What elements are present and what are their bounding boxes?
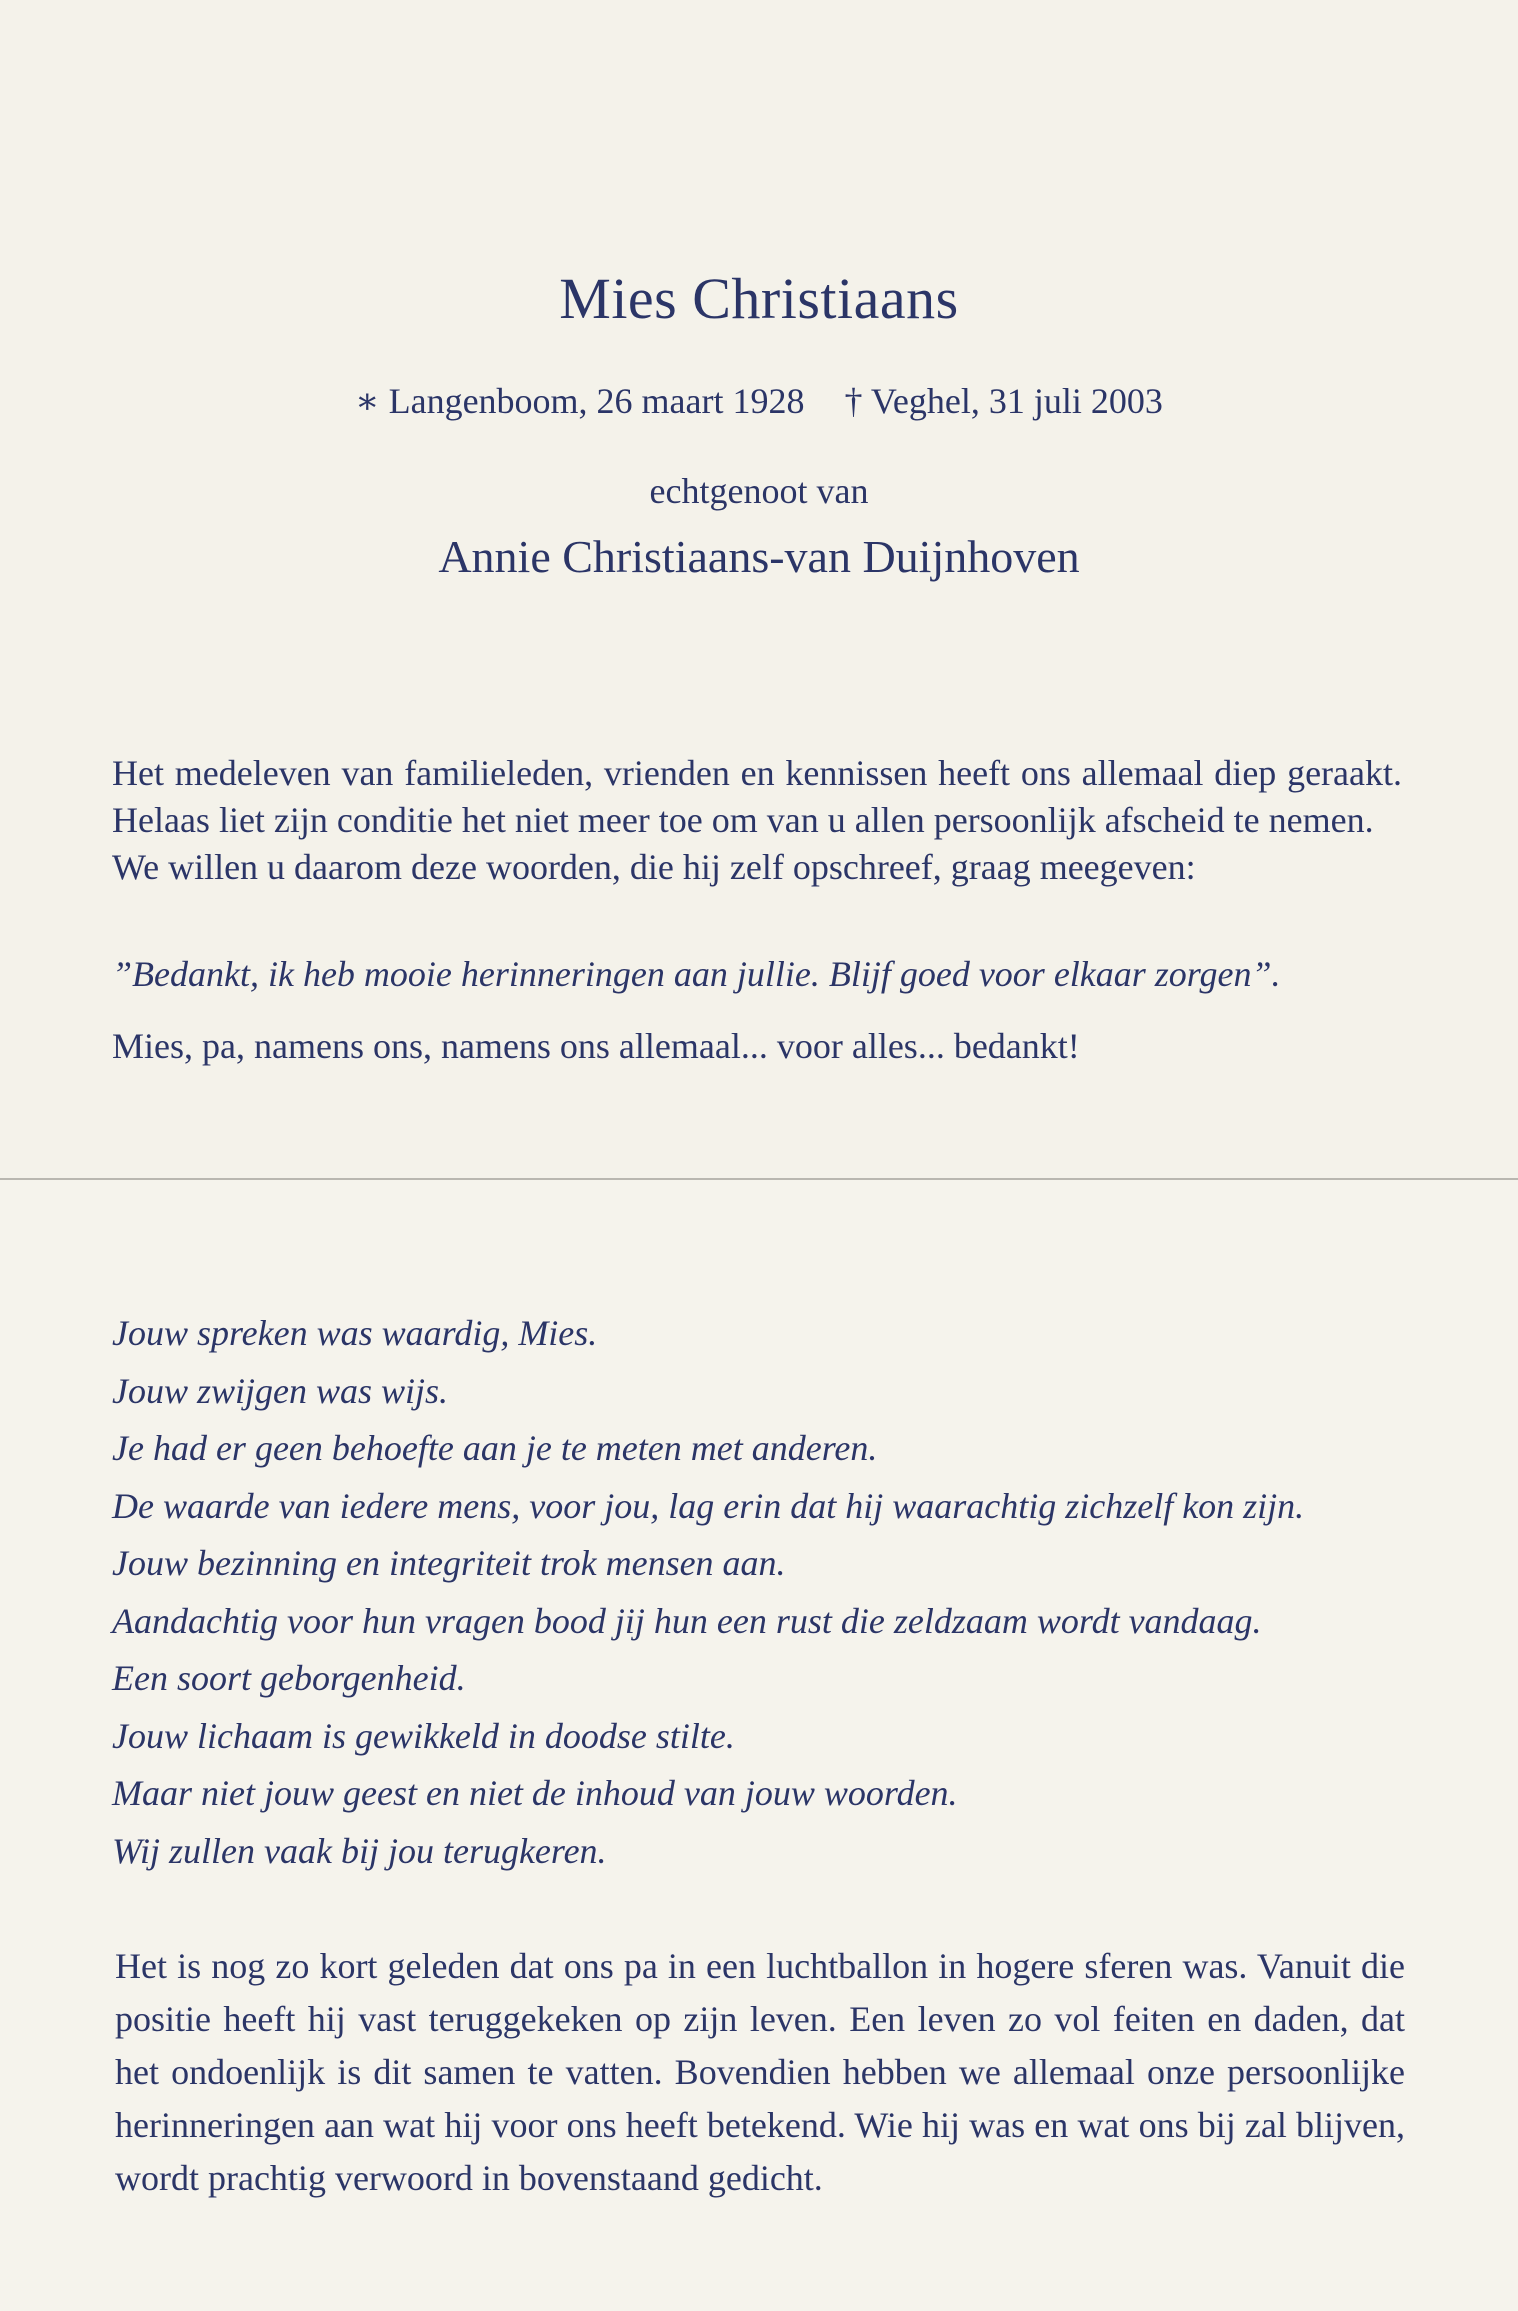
poem-line: Aandachtig voor hun vragen bood jij hun een rust die zeldzaam wordt vandaag. — [112, 1600, 1262, 1641]
poem-line: Jouw bezinning en integriteit trok mensen aan. — [112, 1543, 786, 1583]
reflection-paragraph: Het is nog zo kort geleden dat ons pa in een luchtballon in hogere sferen was. Vanuit die positie heeft hij vast teruggekeken op zijn leven. Een leven zo vol feiten en daden, dat het ondoenlijk is dit samen te vatten. Bovendien hebben we allemaal onze persoonlijke herinneringen aan wat hij voor ons heeft betekend. Wie hij was en wat ons bij zal blijven, wordt prachtig verwoord in bovenstaand gedicht. — [115, 1946, 1405, 2198]
spouse-name: Annie Christiaans-van Duijnhoven — [438, 531, 1080, 582]
poem-line: Wij zullen vaak bij jou terugkeren. — [112, 1830, 607, 1871]
closing-text: Mies, pa, namens ons, namens ons allemaal... voor alles... bedankt! — [112, 1026, 1080, 1066]
thanks-text — [112, 750, 1402, 891]
life-dates — [0, 380, 1518, 422]
thanks-intro: We willen u daarom deze woorden, die hij zelf opschreef, graag meegeven: — [112, 847, 1196, 887]
death-date: † Veghel, 31 juli 2003 — [844, 381, 1163, 421]
poem-line: Jouw lichaam is gewikkeld in doodse stilte. — [112, 1715, 735, 1756]
poem — [112, 1305, 1452, 1880]
deceased-name: Mies Christiaans — [559, 266, 959, 331]
quote-text: ”Bedankt, ik heb mooie herinneringen aan jullie. Blijf goed voor elkaar zorgen”. — [112, 954, 1281, 994]
poem-line: Maar niet jouw geest en niet de inhoud van jouw woorden. — [112, 1773, 958, 1813]
poem-line: Een soort geborgenheid. — [112, 1658, 466, 1698]
poem-line: Je had er geen behoefte aan je te meten met anderen. — [112, 1428, 878, 1468]
spouse-label: echtgenoot van — [649, 471, 869, 511]
poem-line: Jouw zwijgen was wijs. — [112, 1370, 449, 1411]
birth-date: ∗ Langenboom, 26 maart 1928 — [355, 381, 805, 421]
poem-line: Jouw spreken was waardig, Mies. — [112, 1313, 598, 1353]
poem-line: De waarde van iedere mens, voor jou, lag erin dat hij waarachtig zichzelf kon zijn. — [112, 1485, 1305, 1526]
thanks-paragraph: Het medeleven van familieleden, vrienden en kennissen heeft ons allemaal diep geraakt. Helaas liet zijn conditie het niet meer toe om van u allen persoonlijk afscheid te nemen. — [112, 753, 1402, 840]
